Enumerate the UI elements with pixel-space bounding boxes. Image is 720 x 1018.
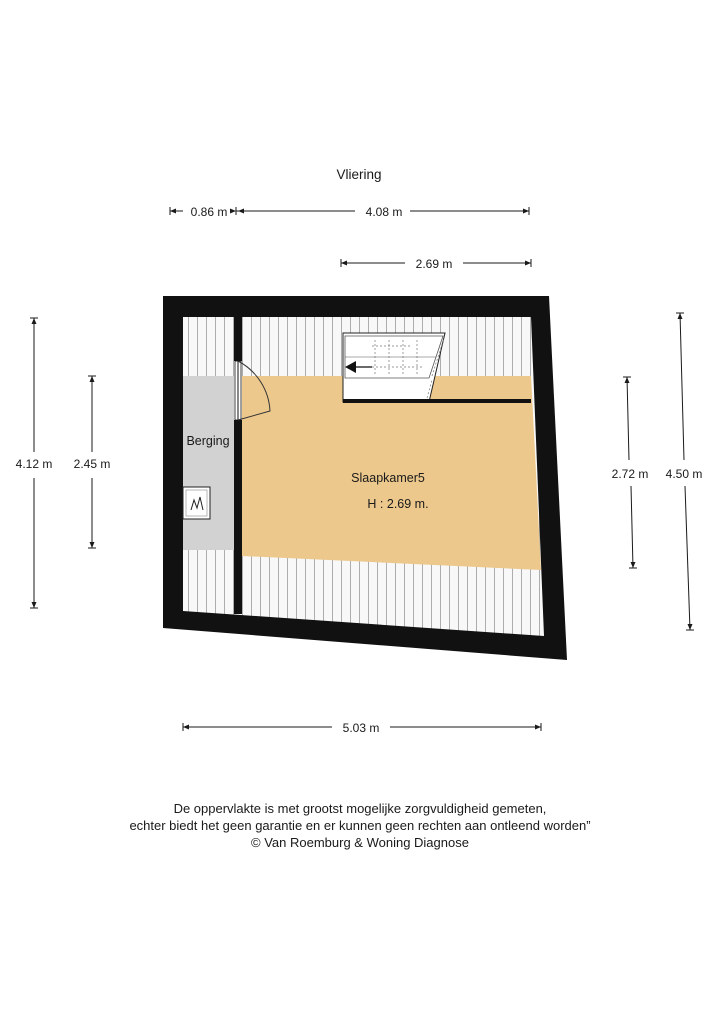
disclaimer (0, 800, 720, 851)
storage-floor (183, 376, 234, 550)
dimension-left-outer-label: 4.12 m (15, 457, 53, 471)
dimension-right-inner-label: 2.72 m (611, 467, 649, 481)
dimension-bottom-label: 5.03 m (342, 721, 380, 735)
boiler-icon (183, 487, 210, 519)
dimension-top-right-label: 4.08 m (365, 205, 403, 219)
dimension-top-inner-label: 2.69 m (415, 257, 453, 271)
room-height-bedroom: H : 2.69 m. (367, 497, 429, 511)
room-label-bedroom: Slaapkamer5 (351, 471, 425, 485)
disclaimer-line-2: echter biedt het geen garantie en er kunnen geen rechten aan ontleend worden” (129, 818, 591, 833)
disclaimer-line-1: De oppervlakte is met grootst mogelijke zorgvuldigheid gemeten, (173, 801, 547, 816)
dimension-left-inner-label: 2.45 m (73, 457, 111, 471)
floor-title: Vliering (336, 167, 382, 182)
copyright-line: © Van Roemburg & Woning Diagnose (251, 835, 469, 850)
room-label-storage: Berging (186, 434, 230, 448)
dimension-top-left-label: 0.86 m (190, 205, 228, 219)
dimension-right-outer-label: 4.50 m (665, 467, 703, 481)
